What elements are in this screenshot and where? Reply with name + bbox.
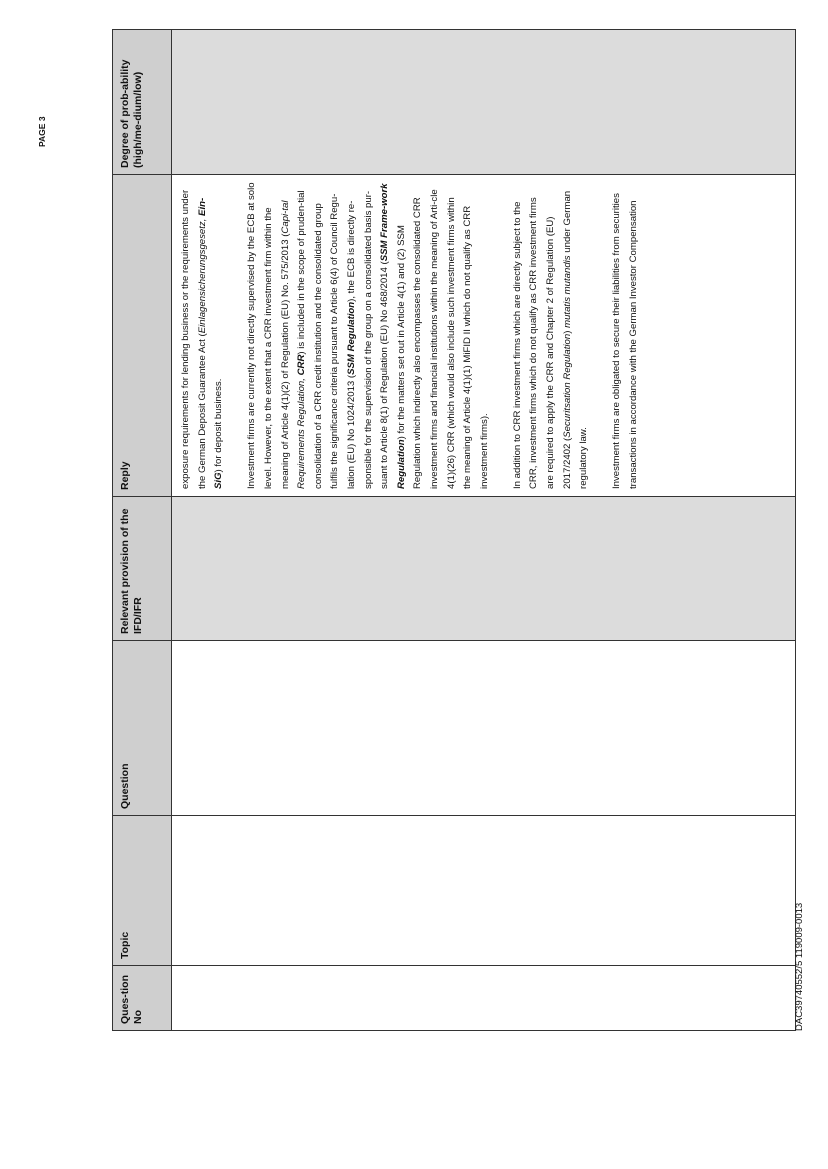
cell-reply (172, 175, 796, 497)
reply-paragraph: exposure requirements for lending business or the requirements under the German Deposit Guarantee Act (Einlagensicherungsgesetz, Ein-SiG) for deposit business. (180, 189, 225, 489)
qa-table (112, 29, 796, 1031)
cell-question (172, 641, 796, 816)
reply-paragraph: Investment firms are obligated to secure their liabilities from securities transactions in accordance with the German Investor Compensation (611, 193, 640, 489)
page-number: PAGE 3 (37, 116, 47, 147)
header-probability: Degree of prob-ability (high/me-dium/low) (113, 30, 172, 175)
header-reply: Reply (113, 175, 172, 497)
cell-question-no (172, 966, 796, 1031)
cell-topic (172, 816, 796, 966)
cell-provision (172, 497, 796, 641)
reply-paragraph: Investment firms are currently not directly supervised by the ECB at solo level. However, to the extent that a CRR investment firm within the meaning of Article 4(1)(2) of Regulation (EU) No. 575/2013 (Capi-tal Requirements Regulation, CRR) is included in the scope of pruden-tial consolidation of a CRR credit institution and the consolidated group fulfils the significance criteria pursuant to Article 6(4) of Council Regu-lation (EU) No 1024/2013 (SSM Regulation), the ECB is directly re-sponsible for the supervision of the group on a consolidated basis pur-suant to Article 8(1) of Regulation (EU) No 468/2014 (SSM Frame-work Regulation) for the matters set out in Article 4(1) and (2) SSM Regulation which indirectly also encompasses the consolidated CRR investment firms and financial institutions within the meaning of Arti-cle 4(1)(26) CRR (which would also include such investment firms within the meaning of Article 4(1)(1) MiFID II which do not qualify as CRR investment firms). (246, 182, 490, 489)
document-reference: DAC39740552/5 119009-0013 (794, 902, 805, 1031)
header-provision: Relevant provision of the IFD/IFR (113, 497, 172, 641)
header-question-no: Ques-tion No (113, 966, 172, 1031)
table-row (172, 30, 796, 1031)
reply-paragraph: In addition to CRR investment firms which are directly subject to the CRR, investment firms which do not qualify as CRR investment firms are required to apply the CRR and Chapter 2 of Regulation (EU) 2017/2402 (Securitsation Regulation) mutatis mutandis under German regulatory law. (511, 190, 590, 489)
cell-probability (172, 30, 796, 175)
table-header-row (113, 30, 172, 1031)
header-question: Question (113, 641, 172, 816)
header-topic: Topic (113, 816, 172, 966)
